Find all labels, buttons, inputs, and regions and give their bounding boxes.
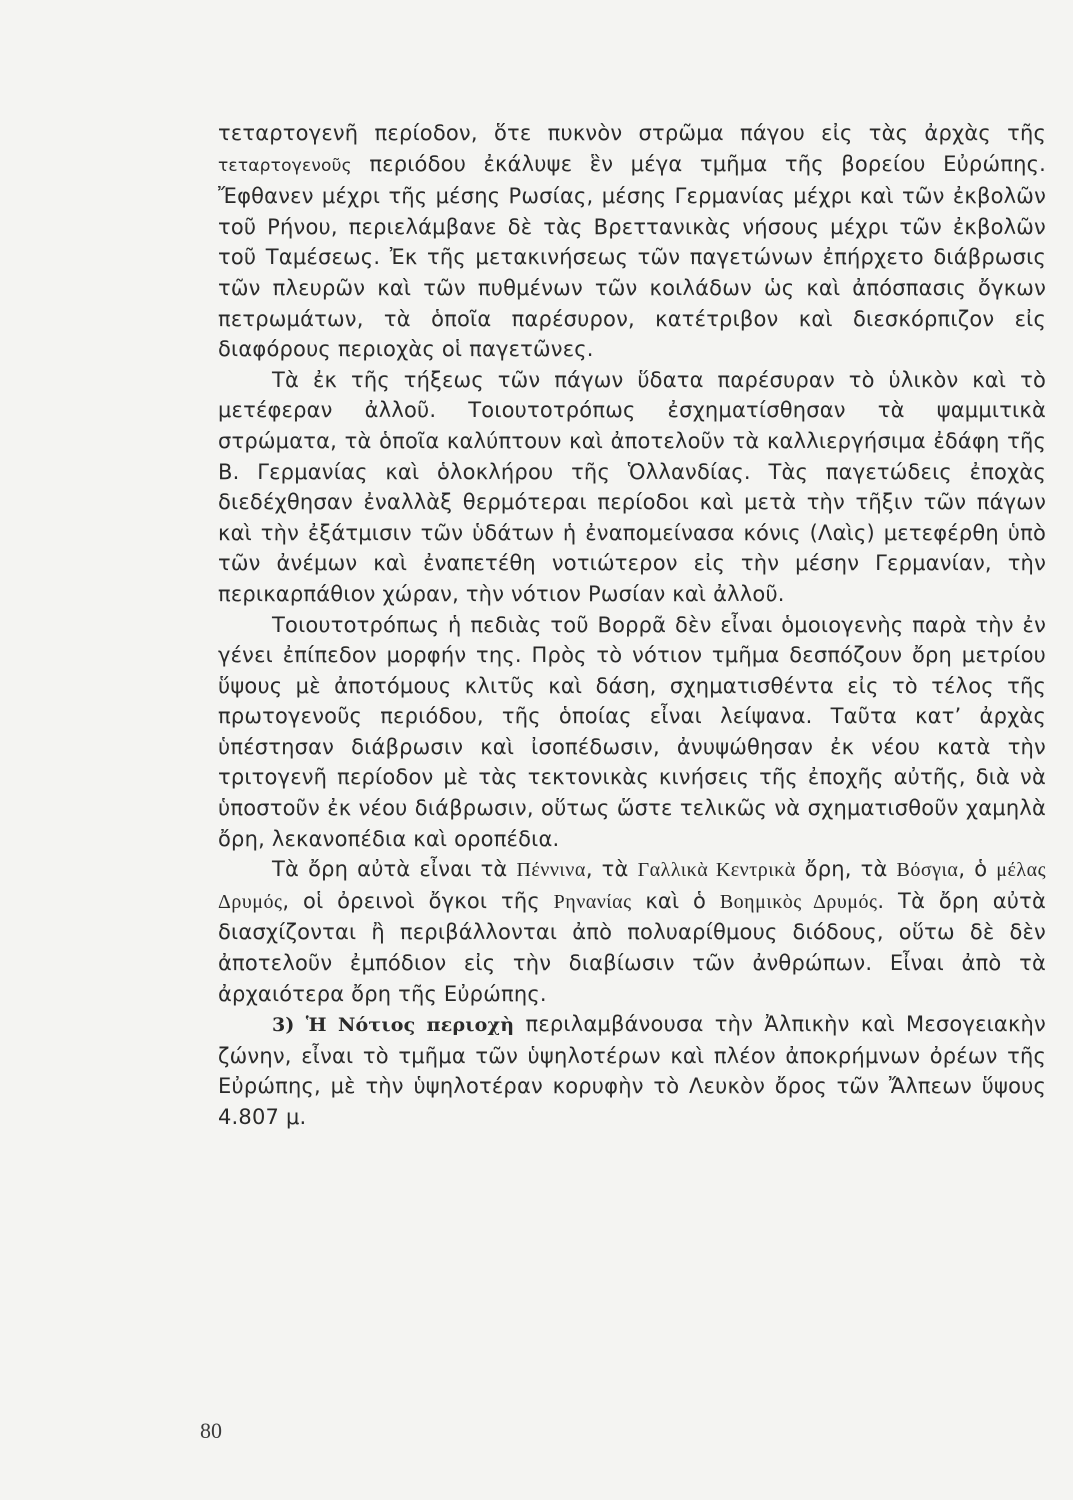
text-segment: περιόδου ἐκάλυψε ἓν μέγα τμῆμα τῆς βορείου Εὐρώπης. Ἔφθανεν μέχρι τῆς μέσης Ρωσίας, μέσης Γερμανίας μέχρι καὶ τῶν ἐκβολῶν τοῦ Ρήνου, περιελάμβανε δὲ τὰς Βρεττανικὰς νήσους μέχρι τῶν ἐκβολῶν τοῦ Ταμέσεως. Ἐκ τῆς μετακινήσεως τῶν παγετώνων ἐπήρχετο διάβρωσις τῶν πλευρῶν καὶ τῶν πυθμένων τῶν κοιλάδων ὡς καὶ ἀπόσπασις ὄγκων πετρωμάτων, τὰ ὁποῖα παρέσυρον, κατέτριβον καὶ διεσκόρπιζον εἰς διαφόρους περιοχὰς οἱ παγετῶνες. [218,151,1046,362]
text-segment: ὄρη, τὰ [795,857,897,882]
text-segment: τεταρτογενοῦς [218,155,352,176]
paragraph-p5 [218,1009,1046,1132]
text-segment: Τὰ ἐκ τῆς τήξεως τῶν πάγων ὕδατα παρέσυραν τὸ ὑλικὸν καὶ τὸ μετέφεραν ἀλλοῦ. Τοιουτοτρόπως ἐσχηματίσθησαν τὰ ψαμμιτικὰ στρώματα, τὰ ὁποῖα καλύπτουν καὶ ἀποτελοῦν τὰ καλλιεργήσιμα ἐδάφη τῆς Β. Γερμανίας καὶ ὁλοκλήρου τῆς Ὁλλανδίας. Τὰς παγετώδεις ἐποχὰς διεδέχθησαν ἐναλλὰξ θερμότεραι περίοδοι καὶ μετὰ τὴν τῆξιν τῶν πάγων καὶ τὴν ἐξάτμισιν τῶν ὑδάτων ἡ ἐναπομείνασα κόνις (Λαὶς) μετεφέρθη ὑπὸ τῶν ἀνέμων καὶ ἐναπετέθη νοτιώτερον εἰς τὴν μέσην Γερμανίαν, τὴν περικαρπάθιον χώραν, τὴν νότιον Ρωσίαν καὶ ἀλλοῦ. [218,367,1046,606]
text-segment: Τὰ ὄρη αὐτὰ εἶναι τὰ [272,857,517,882]
paragraph-p4 [218,854,1046,1009]
text-segment: τεταρτογενῆ περίοδον, ὅτε πυκνὸν στρῶμα πάγου εἰς τὰς ἀρχὰς τῆς [218,121,1046,145]
body-text [218,118,1046,1133]
text-segment: Βόσγια [896,859,959,882]
text-segment: περιλαμβάνουσα τὴν Ἀλπικὴν καὶ Μεσογειακὴν ζώνην, εἶναι τὸ τμῆμα τῶν ὑψηλοτέρων καὶ πλέον ἀποκρήμνων ὀρέων τῆς Εὐρώπης, μὲ τὴν ὑψηλοτέραν κορυφὴν τὸ Λευκὸν ὄρος τῶν Ἄλπεων ὕψους 4.807 μ. [218,1012,1046,1129]
text-segment: Τοιουτοτρόπως ἡ πεδιὰς τοῦ Βορρᾶ δὲν εἶναι ὁμοιογενὴς παρὰ τὴν ἐν γένει ἐπίπεδον μορφήν της. Πρὸς τὸ νότιον τμῆμα δεσπόζουν ὄρη μετρίου ὕψους μὲ ἀποτόμους κλιτῦς καὶ δάση, σχηματισθέντα εἰς τὸ τέλος τῆς πρωτογενοῦς περιόδου, τῆς ὁποίας εἶναι λείψανα. Ταῦτα κατ’ ἀρχὰς ὑπέστησαν διάβρωσιν καὶ ἰσοπέδωσιν, ἀνυψώθησαν ἐκ νέου κατὰ τὴν τριτογενῆ περίοδον μὲ τὰς τεκτονικὰς κινήσεις τῆς ἐποχῆς αὐτῆς, διὰ νὰ ὑποστοῦν ἐκ νέου διάβρωσιν, οὕτως ὥστε τελικῶς νὰ σχηματισθοῦν χαμηλὰ ὄρη, λεκανοπέδια καὶ οροπέδια. [218,612,1046,851]
page-number: 80 [200,1418,222,1443]
text-segment: , οἱ ὀρεινοὶ ὄγκοι τῆς [282,888,554,913]
text-segment: Πέννινα [516,859,586,882]
text-segment: Γαλλικὰ Κεντρικὰ [637,859,796,882]
text-segment: μέλας Δρυμός [218,859,1046,913]
text-segment: , τὰ [585,857,638,882]
text-segment: 3) Ἡ Νότιος περιοχὴ [272,1014,515,1037]
paragraph-p2 [218,365,1046,610]
paragraph-p1 [218,118,1046,365]
text-segment: Βοημικὸς Δρυμός [719,890,878,913]
text-segment: , ὁ [958,857,997,882]
text-segment: Ρηνανίας [553,890,632,913]
paragraph-p3 [218,610,1046,855]
text-segment: καὶ ὁ [631,888,720,913]
text-segment: . Τὰ ὄρη αὐτὰ διασχίζονται ἢ περιβάλλονται ἀπὸ πολυαρίθμους διόδους, οὕτω δὲ δὲν ἀποτελοῦν ἐμπόδιον εἰς τὴν διαβίωσιν τῶν ἀνθρώπων. Εἶναι ἀπὸ τὰ ἀρχαιότερα ὄρη τῆς Εὐρώπης. [218,888,1046,1006]
